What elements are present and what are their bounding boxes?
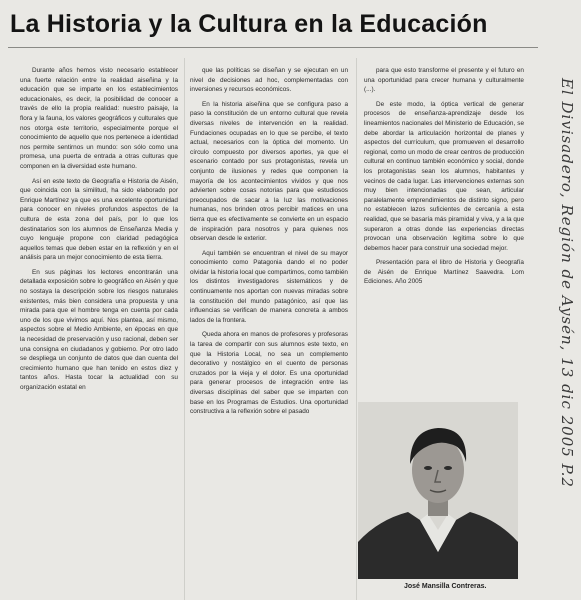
paragraph: En sus páginas los lectores encontrarán una detallada exposición sobre lo geográfico en Aisén y que no sostaya la descripción sobre los riesgos naturales existentes, más bien considera una propuesta y una mirada para que el hombre tenga en cuenta por cada uno de los que vivimos aquí. Nos plantea, así mismo, aspectos sobre el Medio Ambiente, en épocas en que la necesidad de preservación y uso racional, deben ser una consigna en ciudadanos y gobierno. Por otro lado se despliega un conjunto de datos que dan cuenta del crecimiento humano que han tenido en estos diez y tantos años. Hasta tocar la actualidad con su organización estatal en xyxy=(20,268,178,391)
photo-caption: José Mansilla Contreras. xyxy=(404,583,487,590)
paragraph: Queda ahora en manos de profesores y profesoras la tarea de compartir con sus alumnos este texto, en que la Historia Local, no sea un complemento decorativo y nostálgico en el cuento de personas cruzados por la vieja y el dolor. Es una oportunidad para generar procesos de integración entre las diversas disciplinas del saber que se imparten con base en los Programas de Estudios. Una oportunidad constructiva a la reflexión sobre el pasado xyxy=(190,331,348,416)
column-divider xyxy=(356,58,357,600)
paragraph: De este modo, la óptica vertical de generar procesos de enseñanza-aprendizaje desde los lineamientos nacionales del Ministerio de Educación, se debe abordar la articulación horizontal de planes y aspectos del currículum, que promueven el desarrollo regional, como un modo de crear centros de producción cultural en continuo también económico y social, donde los protagonistas sean los alumnos, habitantes y vecinos de cada lugar. Las intervenciones externas son muy bien intencionadas que sean, articular paralelamente emprendimientos de distinto signo, pero no establecen lazos suficientes de cercanía a esta realidad, que se basaría más piramidal y viva, y a la que superaron a otras donde las experiencias directas provocan una observación legítima sobre lo que debemos hacer para construir una sociedad mejor. xyxy=(364,100,524,252)
article-column-2 xyxy=(190,66,348,596)
article-column-1 xyxy=(20,66,178,596)
paragraph: Presentación para el libro de Historia y Geografía de Aisén de Enrique Martínez Saavedra. Lom Ediciones. Año 2005 xyxy=(364,259,524,286)
paragraph: En la historia aiseñina que se configura paso a paso la constitución de un entorno cultural que revela diversas niveles de intervención en la realidad. Fundaciones ocupadas en lo que se percibe, el texto actual, necesarios con la óptica del momento. Un círculo compuesto por diversos aportes, ya que el escenario contado por sus protagonistas, revela un conjunto de ilusiones y redes que componen la mayoría de los acontecimientos vividos y que nos advierten sobre cosas notorias para que estudiosos preocupados de sacar a la luz las motivaciones humanas, nos brinden otros percibir matices en una tierra que es efectivamente se convierte en un espacio de inspiración para nosotros y para quienes nos observan desde le exterior. xyxy=(190,100,348,243)
column-divider xyxy=(184,58,185,600)
paragraph: para que esto transforme el presente y el futuro en una oportunidad para crecer humana y culturalmente (...). xyxy=(364,67,524,94)
handwritten-annotation xyxy=(528,78,578,598)
author-portrait-image xyxy=(358,402,518,579)
paragraph: Aquí también se encuentran el nivel de su mayor conocimiento como Patagonia dando el no poder olvidar la historia local que compartimos, como también los distintos investigadores sistemáticos y de continuamente nos aportan con nuevas miradas sobre la constitución del mundo patagónico, así que las influencias se verifican de manera concreta a ambos lados de la frontera. xyxy=(190,249,348,324)
article-column-3 xyxy=(364,66,524,395)
title-rule xyxy=(8,47,538,48)
paragraph: Durante años hemos visto necesario establecer una fuerte relación entre la realidad aiseñina y la educación que se imparte en los establecimientos educacionales, es decir, la posibilidad de conocer a través de ello la propia realidad: nuestro paisaje, la flora y la fauna, los valores geográficos y culturales que nos otorga este territorio, especialmente porque el conocimiento de aquello que nos pertenece a identidad nos permite sentirnos un mundo: son sólo como una promesa, una puerta de entrada a otras culturas que componen en la diversidad este humano. xyxy=(20,67,178,170)
handwritten-source-note: El Divisadero, Región de Aysén, 13 dic 2005 P.2 xyxy=(558,78,576,488)
author-photo xyxy=(358,402,518,579)
paragraph: que las políticas se diseñan y se ejecutan en un nivel de decisiones ad hoc, complementadas con inversiones y recursos económicos. xyxy=(190,67,348,94)
paragraph: Así en este texto de Geografía e Historia de Aisén, que coincida con la similitud, ha sido elaborado por Enrique Martínez ya que es una excelente oportunidad para conocer en niveles profundos aspectos de la cultura de esta zona del país, por lo que los destinatarios son los alumnos de Enseñanza Media y cuyo lenguaje propone con claridad pedagógica aquellos temas que deben estar en la reflexión y en el análisis para un mejor conocimiento de esta tierra. xyxy=(20,177,178,262)
article-title: La Historia y la Cultura en la Educación xyxy=(10,10,488,38)
